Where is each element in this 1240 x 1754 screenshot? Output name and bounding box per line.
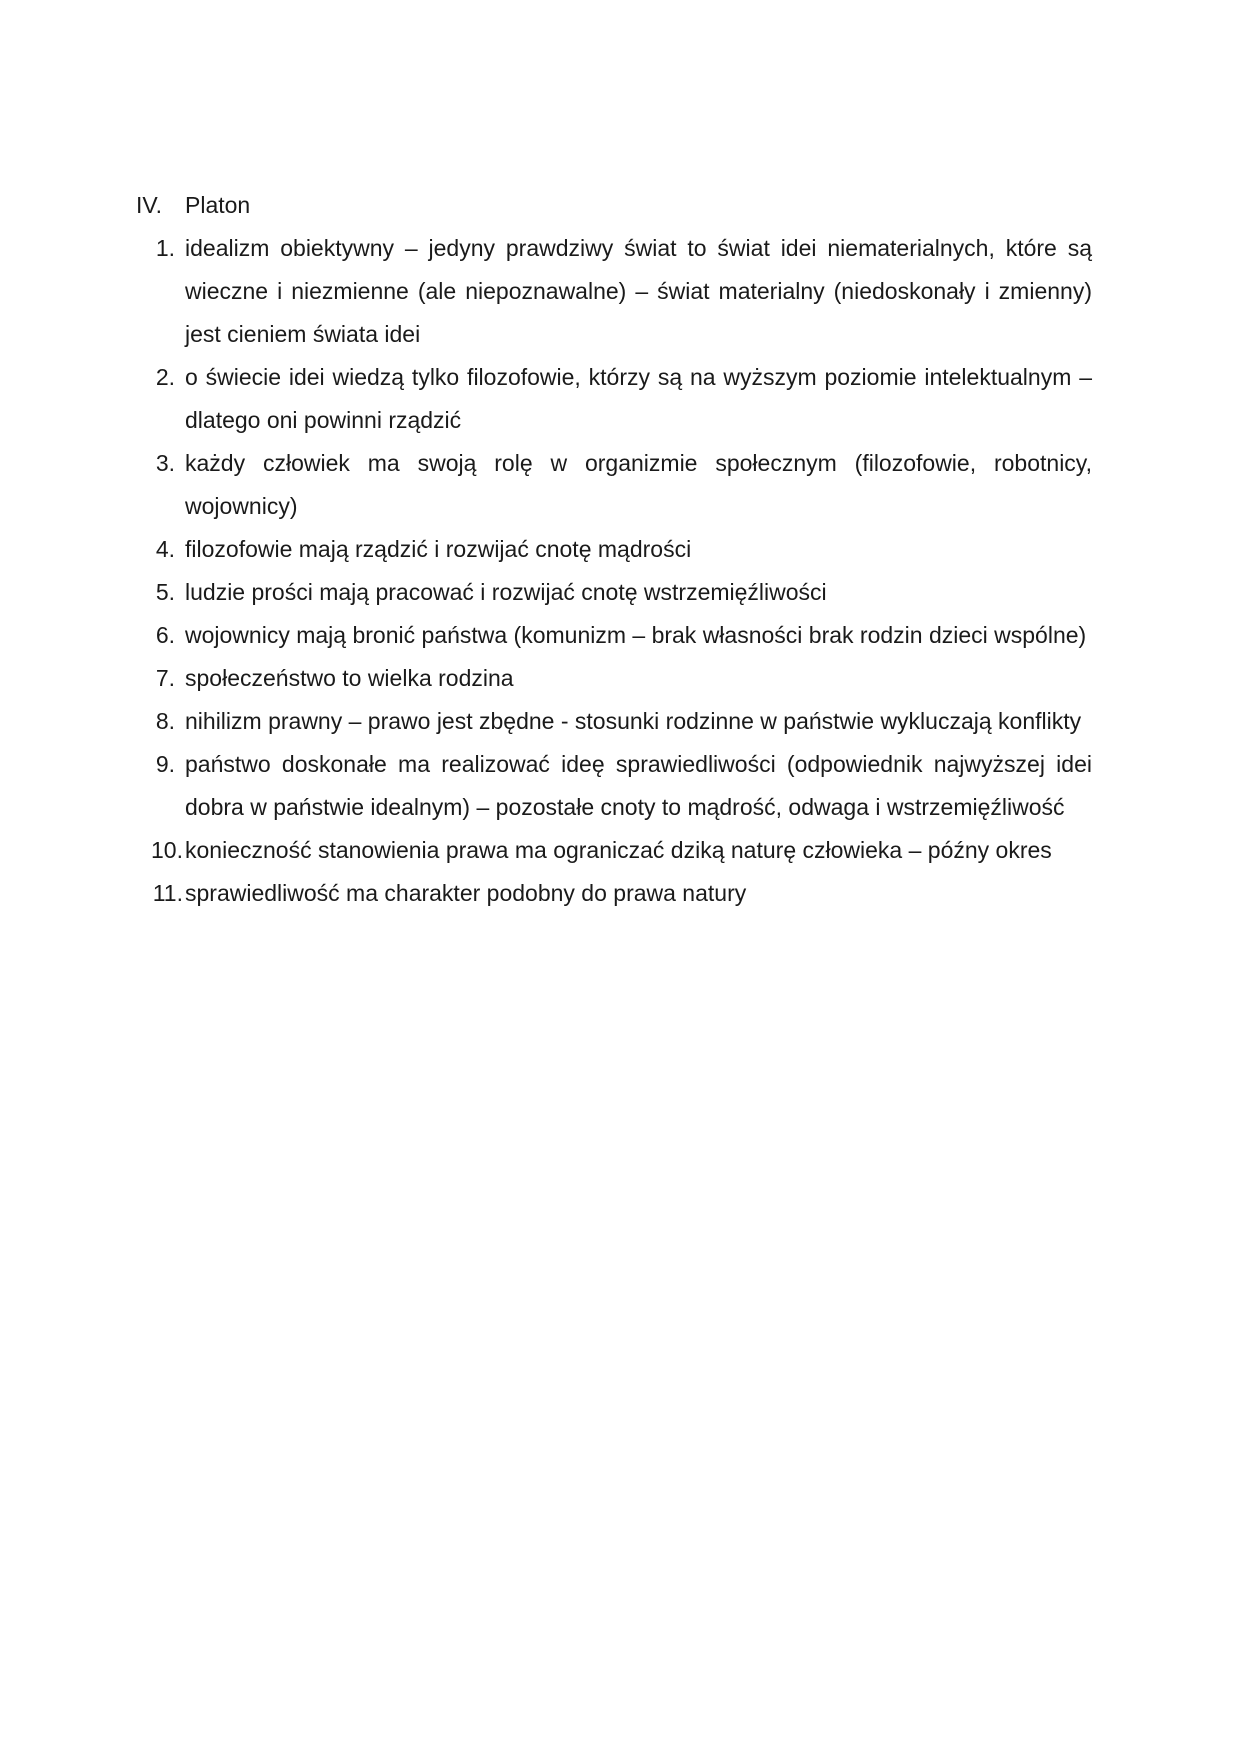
item-text: konieczność stanowienia prawa ma ograniczać dziką naturę człowieka – późny okres <box>185 837 1052 863</box>
list-item <box>136 442 1092 528</box>
item-text: o świecie idei wiedzą tylko filozofowie, którzy są na wyższym poziomie intelektualnym – dlatego oni powinni rządzić <box>185 364 1092 433</box>
list-item <box>136 657 1092 700</box>
list-item <box>136 227 1092 356</box>
document-content <box>136 184 1092 915</box>
item-number: 6. <box>155 622 175 648</box>
item-number: 5. <box>155 579 175 605</box>
list-item <box>136 829 1092 872</box>
section-number: IV. <box>136 192 163 218</box>
list-item <box>136 872 1092 915</box>
item-number: 3. <box>155 450 175 476</box>
item-number: 10. <box>151 837 183 863</box>
list-item <box>136 571 1092 614</box>
item-number: 8. <box>155 708 175 734</box>
list-item <box>136 356 1092 442</box>
item-text: nihilizm prawny – prawo jest zbędne - stosunki rodzinne w państwie wykluczają konflikty <box>185 708 1082 734</box>
item-text: społeczeństwo to wielka rodzina <box>185 665 514 691</box>
item-text: państwo doskonałe ma realizować ideę sprawiedliwości (odpowiednik najwyższej idei dobra w państwie idealnym) – pozostałe cnoty to mądrość, odwaga i wstrzemięźliwość <box>185 751 1092 820</box>
item-text: filozofowie mają rządzić i rozwijać cnotę mądrości <box>185 536 692 562</box>
item-number: 7. <box>155 665 175 691</box>
item-text: wojownicy mają bronić państwa (komunizm – brak własności brak rodzin dzieci wspólne) <box>185 622 1087 648</box>
list-item <box>136 614 1092 657</box>
item-number: 11. <box>152 880 183 906</box>
list-item <box>136 743 1092 829</box>
item-text: idealizm obiektywny – jedyny prawdziwy świat to świat idei niematerialnych, które są wieczne i niezmienne (ale niepoznawalne) – świat materialny (niedoskonały i zmienny) jest cieniem świata idei <box>185 235 1092 347</box>
section-heading <box>136 184 1092 227</box>
item-number: 2. <box>155 364 175 390</box>
item-number: 9. <box>155 751 175 777</box>
numbered-list <box>136 227 1092 915</box>
list-item <box>136 528 1092 571</box>
section-title: Platon <box>185 192 251 218</box>
item-text: ludzie prości mają pracować i rozwijać cnotę wstrzemięźliwości <box>185 579 827 605</box>
item-text: sprawiedliwość ma charakter podobny do prawa natury <box>185 880 747 906</box>
list-item <box>136 700 1092 743</box>
item-number: 1. <box>155 235 175 261</box>
item-text: każdy człowiek ma swoją rolę w organizmie społecznym (filozofowie, robotnicy, wojownicy) <box>185 450 1092 519</box>
item-number: 4. <box>155 536 175 562</box>
